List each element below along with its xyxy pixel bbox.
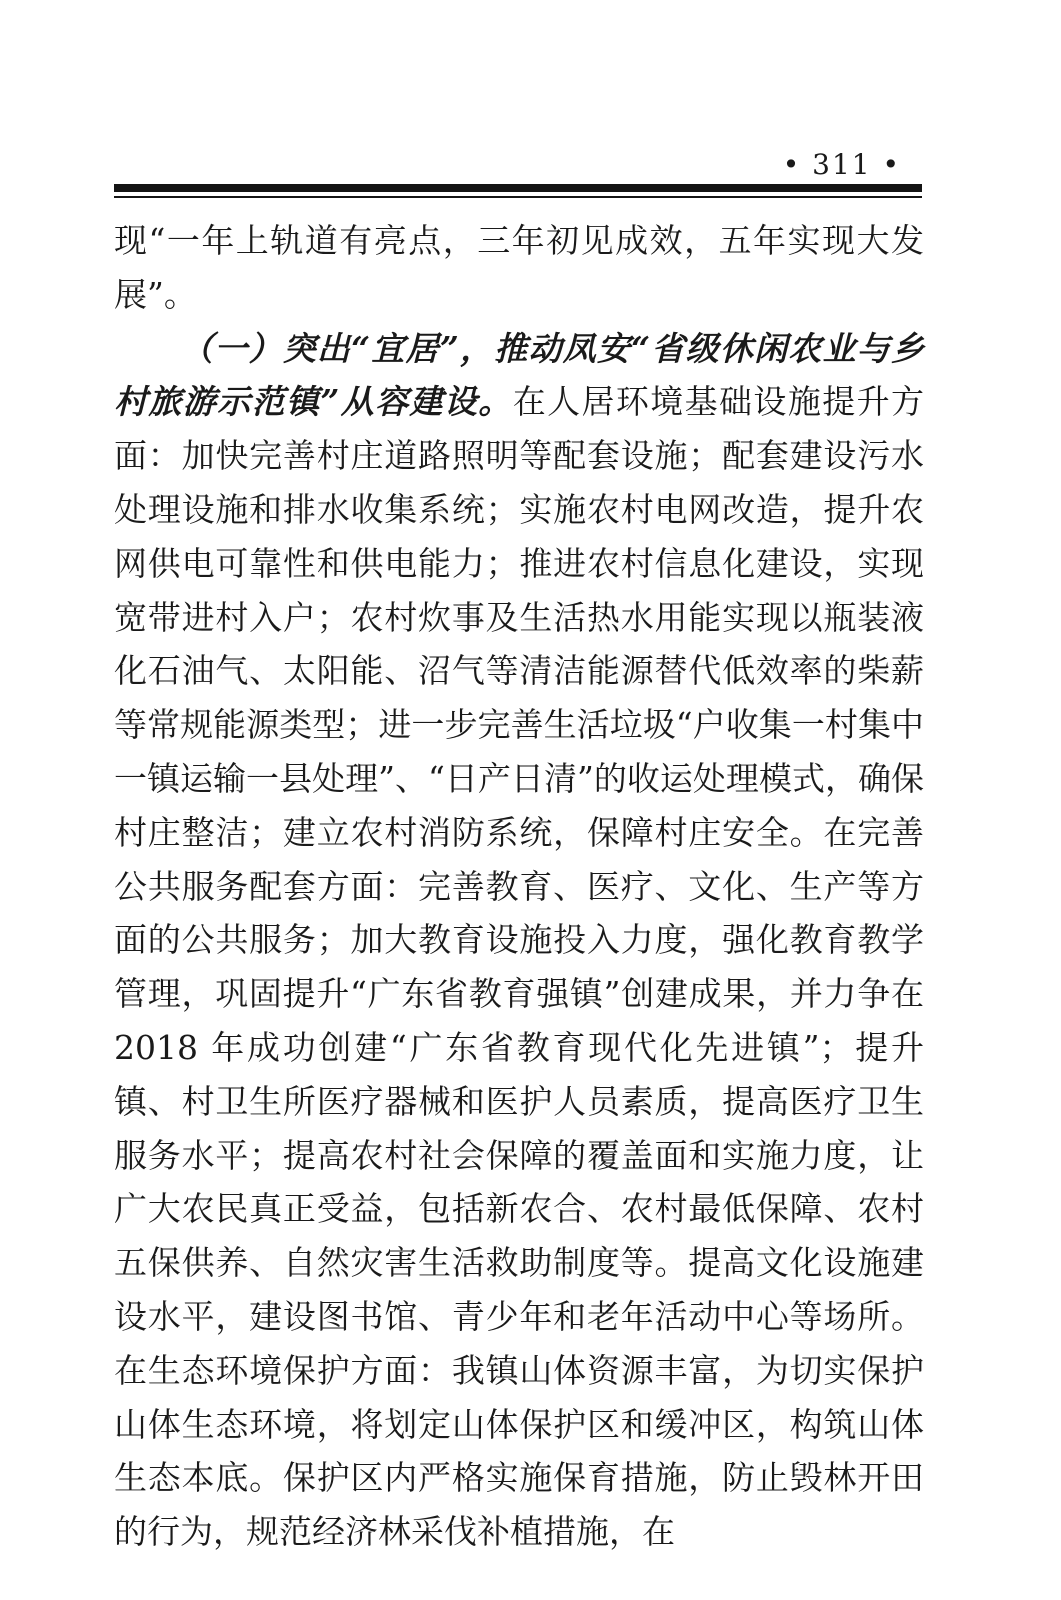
- body-text: [114, 214, 924, 1559]
- paragraph-section-one: [114, 322, 924, 1559]
- header-rule-thick: [114, 184, 922, 192]
- section-body: 在人居环境基础设施提升方面：加快完善村庄道路照明等配套设施；配套建设污水处理设施和排水收集系统；实施农村电网改造，提升农网供电可靠性和供电能力；推进农村信息化建设，实现宽带进村入户；农村炊事及生活热水用能实现以瓶装液化石油气、太阳能、沼气等清洁能源替代低效率的柴薪等常规能源类型；进一步完善生活垃圾“户收集一村集中一镇运输一县处理”、“日产日清”的收运处理模式，确保村庄整洁；建立农村消防系统，保障村庄安全。在完善公共服务配套方面：完善教育、医疗、文化、生产等方面的公共服务；加大教育设施投入力度，强化教育教学管理，巩固提升“广东省教育强镇”创建成果，并力争在 2018 年成功创建“广东省教育现代化先进镇”；提升镇、村卫生所医疗器械和医护人员素质，提高医疗卫生服务水平；提高农村社会保障的覆盖面和实施力度，让广大农民真正受益，包括新农合、农村最低保障、农村五保供养、自然灾害生活救助制度等。提高文化设施建设水平，建设图书馆、青少年和老年活动中心等场所。在生态环境保护方面：我镇山体资源丰富，为切实保护山体生态环境，将划定山体保护区和缓冲区，构筑山体生态本底。保护区内严格实施保育措施，防止毁林开田的行为，规范经济林采伐补植措施，在: [114, 382, 924, 1552]
- page-number: • 311 •: [782, 148, 901, 181]
- paragraph-continuation: 现“一年上轨道有亮点，三年初见成效，五年实现大发展”。: [114, 221, 924, 314]
- header-rule-thin: [114, 196, 922, 198]
- section-heading: （一）突出“宜居”，推动凤安“省级休闲农业与乡村旅游示范镇”从容建设。: [114, 328, 924, 422]
